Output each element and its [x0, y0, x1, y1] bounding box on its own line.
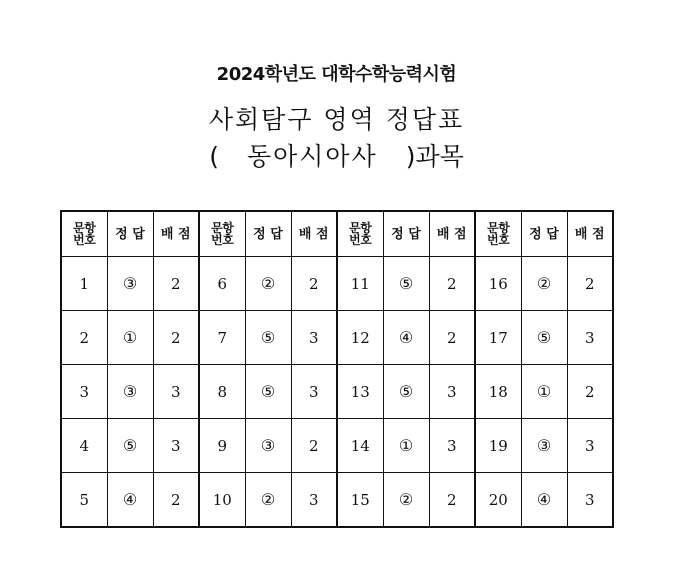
question-number: 18: [475, 365, 521, 419]
question-number: 12: [337, 311, 383, 365]
score-cell: 3: [153, 419, 199, 473]
answer-cell: ②: [383, 473, 429, 528]
question-number: 13: [337, 365, 383, 419]
header-answer: 정 답: [383, 211, 429, 257]
question-number: 2: [61, 311, 107, 365]
table-row: [61, 257, 613, 311]
score-cell: 2: [567, 257, 613, 311]
score-cell: 3: [429, 365, 475, 419]
question-number: 8: [199, 365, 245, 419]
answer-cell: ③: [107, 257, 153, 311]
answer-cell: ①: [383, 419, 429, 473]
sheet-title: 사회탐구 영역 정답표: [208, 105, 465, 134]
subject-line: [0, 137, 673, 173]
table-row: [61, 419, 613, 473]
score-cell: 2: [291, 419, 337, 473]
question-number: 9: [199, 419, 245, 473]
header-score: 배 점: [153, 211, 199, 257]
subject-close-paren: ): [405, 142, 416, 171]
answer-cell: ①: [521, 365, 567, 419]
answer-cell: ⑤: [107, 419, 153, 473]
answer-cell: ③: [245, 419, 291, 473]
header-answer: 정 답: [107, 211, 153, 257]
answer-cell: ②: [245, 473, 291, 528]
score-cell: 3: [291, 311, 337, 365]
answer-cell: ③: [521, 419, 567, 473]
table-row: [61, 311, 613, 365]
header-question-no: 문항 번호: [337, 211, 383, 257]
answer-cell: ①: [107, 311, 153, 365]
header-row: [61, 211, 613, 257]
score-cell: 2: [429, 473, 475, 528]
question-number: 14: [337, 419, 383, 473]
header-answer: 정 답: [521, 211, 567, 257]
question-number: 19: [475, 419, 521, 473]
question-number: 16: [475, 257, 521, 311]
answer-cell: ③: [107, 365, 153, 419]
subject-open-paren: (: [209, 142, 219, 171]
answer-cell: ⑤: [383, 257, 429, 311]
header-score: 배 점: [291, 211, 337, 257]
answer-cell: ④: [521, 473, 567, 528]
answer-table: [60, 210, 614, 528]
question-number: 11: [337, 257, 383, 311]
answer-cell: ⑤: [245, 311, 291, 365]
score-cell: 3: [567, 311, 613, 365]
header-answer: 정 답: [245, 211, 291, 257]
question-number: 5: [61, 473, 107, 528]
question-number: 6: [199, 257, 245, 311]
score-cell: 2: [567, 365, 613, 419]
score-cell: 2: [153, 311, 199, 365]
score-cell: 3: [291, 365, 337, 419]
question-number: 10: [199, 473, 245, 528]
header-question-no: 문항 번호: [475, 211, 521, 257]
answer-cell: ④: [383, 311, 429, 365]
subject-suffix: 과목: [415, 142, 464, 171]
answer-cell: ②: [521, 257, 567, 311]
question-number: 4: [61, 419, 107, 473]
subject-name: 동아시아사: [246, 142, 378, 171]
question-number: 1: [61, 257, 107, 311]
answer-cell: ⑤: [521, 311, 567, 365]
table-row: [61, 365, 613, 419]
header-question-no: 문항 번호: [61, 211, 107, 257]
answer-cell: ②: [245, 257, 291, 311]
answer-cell: ⑤: [245, 365, 291, 419]
question-number: 7: [199, 311, 245, 365]
question-number: 20: [475, 473, 521, 528]
exam-title: 2024학년도 대학수학능력시험: [216, 64, 457, 85]
score-cell: 2: [153, 257, 199, 311]
score-cell: 3: [429, 419, 475, 473]
question-number: 3: [61, 365, 107, 419]
score-cell: 2: [429, 257, 475, 311]
question-number: 17: [475, 311, 521, 365]
score-cell: 2: [429, 311, 475, 365]
score-cell: 2: [153, 473, 199, 528]
score-cell: 3: [567, 473, 613, 528]
score-cell: 2: [291, 257, 337, 311]
answer-cell: ⑤: [383, 365, 429, 419]
score-cell: 3: [153, 365, 199, 419]
answer-cell: ④: [107, 473, 153, 528]
header-score: 배 점: [429, 211, 475, 257]
header-question-no: 문항 번호: [199, 211, 245, 257]
table-row: [61, 473, 613, 528]
header-score: 배 점: [567, 211, 613, 257]
question-number: 15: [337, 473, 383, 528]
score-cell: 3: [567, 419, 613, 473]
score-cell: 3: [291, 473, 337, 528]
